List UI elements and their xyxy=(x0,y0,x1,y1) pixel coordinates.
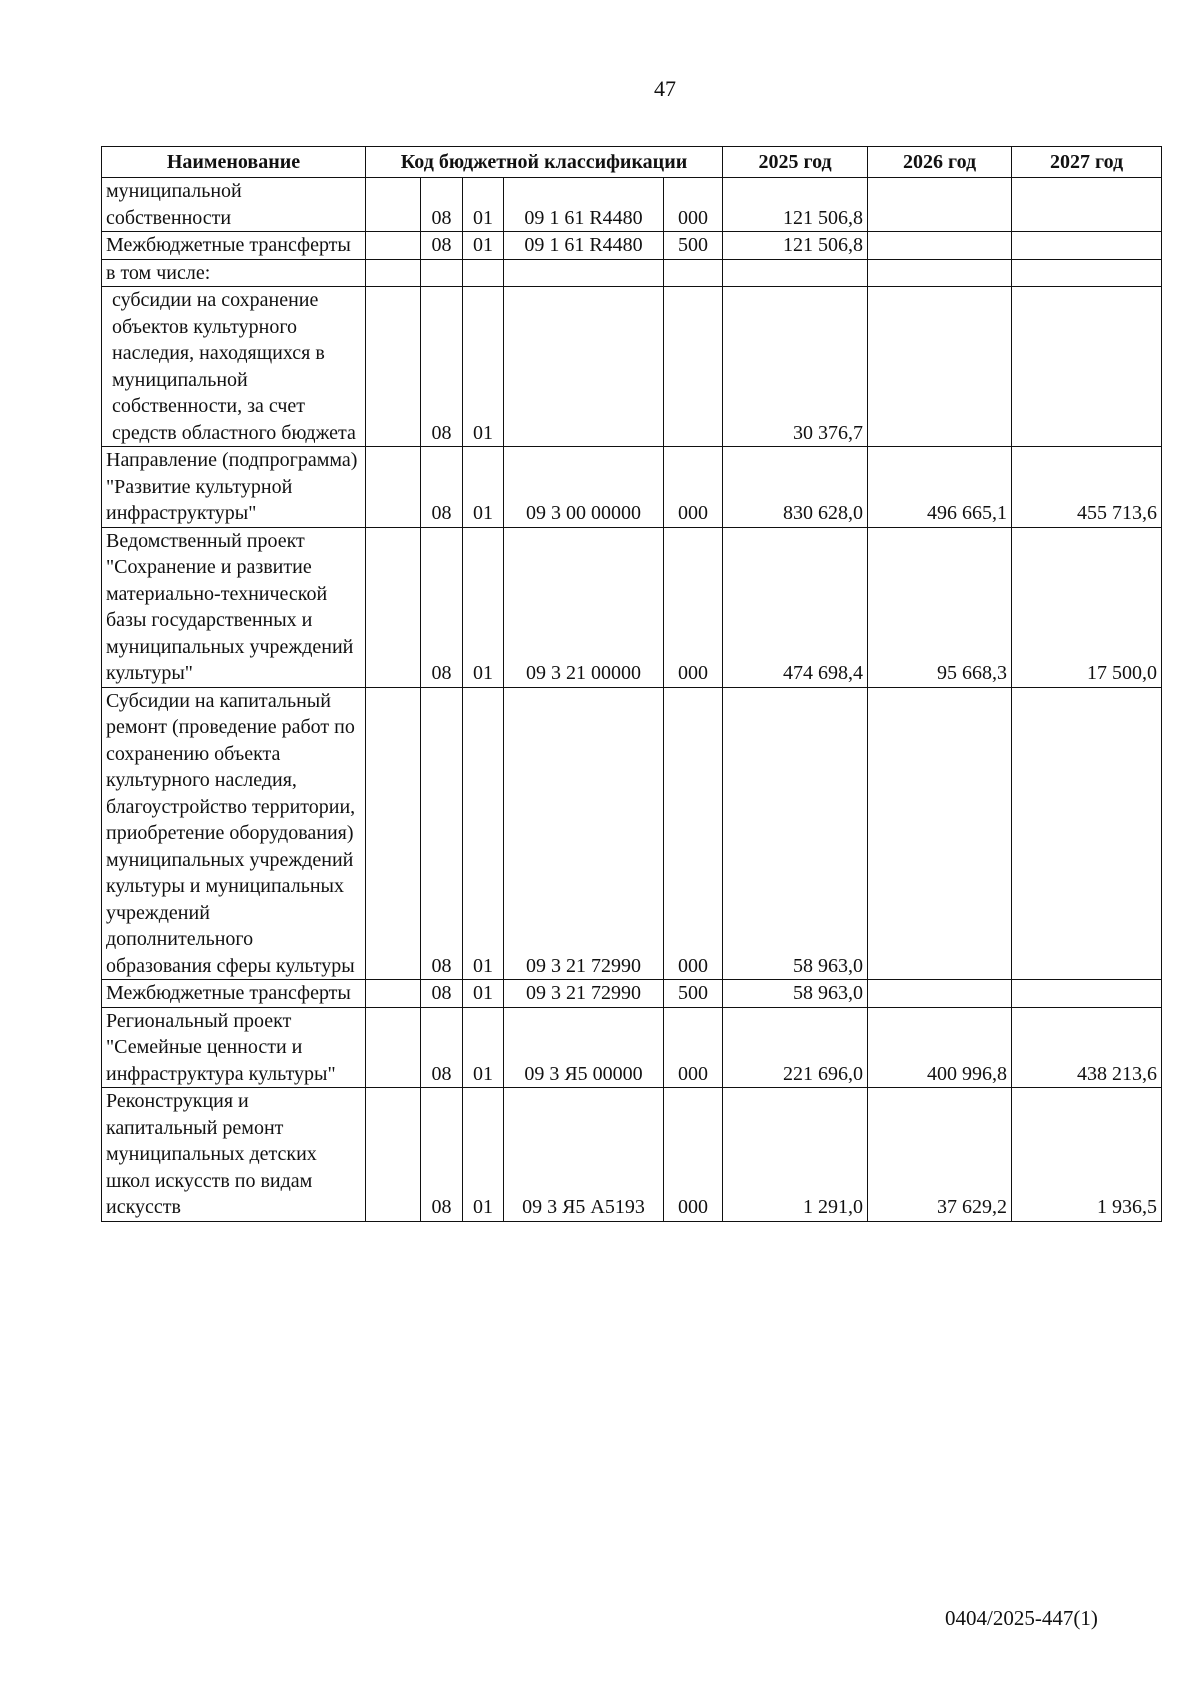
table-row xyxy=(102,1088,1162,1222)
row-value-2026 xyxy=(868,178,1012,232)
row-value-2025 xyxy=(723,259,868,287)
row-value-2027: 17 500,0 xyxy=(1012,527,1162,687)
table-row xyxy=(102,687,1162,980)
row-code-subsection: 01 xyxy=(463,178,504,232)
row-value-2026 xyxy=(868,287,1012,447)
row-code-expense-type: 000 xyxy=(664,178,723,232)
row-value-2025: 830 628,0 xyxy=(723,447,868,528)
row-code-subsection: 01 xyxy=(463,1007,504,1088)
row-code-section: 08 xyxy=(421,1007,463,1088)
row-value-2027 xyxy=(1012,687,1162,980)
row-code-section: 08 xyxy=(421,1088,463,1222)
header-2027: 2027 год xyxy=(1012,147,1162,178)
row-value-2025: 121 506,8 xyxy=(723,232,868,260)
row-value-2027 xyxy=(1012,287,1162,447)
row-code-section: 08 xyxy=(421,687,463,980)
row-code-blank xyxy=(366,178,421,232)
row-code-section: 08 xyxy=(421,980,463,1008)
row-code-target: 09 3 00 00000 xyxy=(504,447,664,528)
row-code-blank xyxy=(366,1088,421,1222)
row-name: Направление (подпрограмма) "Развитие культурной инфраструктуры" xyxy=(102,447,366,528)
row-name: субсидии на сохранение объектов культурного наследия, находящихся в муниципальной собственности, за счет средств областного бюджета xyxy=(102,287,366,447)
row-value-2025: 58 963,0 xyxy=(723,687,868,980)
table-row xyxy=(102,980,1162,1008)
row-code-blank xyxy=(366,259,421,287)
row-code-target xyxy=(504,287,664,447)
row-value-2026 xyxy=(868,232,1012,260)
row-value-2027 xyxy=(1012,259,1162,287)
header-name: Наименование xyxy=(102,147,366,178)
table-row xyxy=(102,232,1162,260)
row-code-subsection: 01 xyxy=(463,447,504,528)
row-value-2027 xyxy=(1012,232,1162,260)
header-2025: 2025 год xyxy=(723,147,868,178)
row-value-2026: 496 665,1 xyxy=(868,447,1012,528)
row-value-2026 xyxy=(868,980,1012,1008)
row-name: Региональный проект "Семейные ценности и инфраструктура культуры" xyxy=(102,1007,366,1088)
row-code-target: 09 3 21 72990 xyxy=(504,980,664,1008)
row-code-expense-type: 000 xyxy=(664,447,723,528)
row-code-target xyxy=(504,259,664,287)
row-name: Межбюджетные трансферты xyxy=(102,980,366,1008)
row-value-2026: 37 629,2 xyxy=(868,1088,1012,1222)
row-code-subsection: 01 xyxy=(463,1088,504,1222)
row-code-expense-type: 000 xyxy=(664,1088,723,1222)
row-value-2025: 474 698,4 xyxy=(723,527,868,687)
table-row xyxy=(102,1007,1162,1088)
row-code-section: 08 xyxy=(421,447,463,528)
row-code-expense-type: 000 xyxy=(664,1007,723,1088)
row-code-blank xyxy=(366,527,421,687)
row-value-2026 xyxy=(868,259,1012,287)
row-code-target: 09 1 61 R4480 xyxy=(504,232,664,260)
table-row xyxy=(102,527,1162,687)
row-code-blank xyxy=(366,232,421,260)
row-code-section: 08 xyxy=(421,527,463,687)
row-code-blank xyxy=(366,287,421,447)
row-code-expense-type: 000 xyxy=(664,687,723,980)
header-code: Код бюджетной классификации xyxy=(366,147,723,178)
row-code-target: 09 3 Я5 А5193 xyxy=(504,1088,664,1222)
row-code-blank xyxy=(366,447,421,528)
row-code-subsection xyxy=(463,259,504,287)
row-code-section: 08 xyxy=(421,232,463,260)
row-value-2025: 121 506,8 xyxy=(723,178,868,232)
row-value-2025: 58 963,0 xyxy=(723,980,868,1008)
row-value-2027: 438 213,6 xyxy=(1012,1007,1162,1088)
row-code-blank xyxy=(366,980,421,1008)
row-code-subsection: 01 xyxy=(463,527,504,687)
row-value-2025: 221 696,0 xyxy=(723,1007,868,1088)
row-value-2027 xyxy=(1012,178,1162,232)
table-row xyxy=(102,287,1162,447)
row-value-2025: 1 291,0 xyxy=(723,1088,868,1222)
row-value-2027: 1 936,5 xyxy=(1012,1088,1162,1222)
table-row xyxy=(102,259,1162,287)
document-id: 0404/2025-447(1) xyxy=(945,1606,1098,1630)
row-code-section: 08 xyxy=(421,287,463,447)
row-code-target: 09 1 61 R4480 xyxy=(504,178,664,232)
row-value-2027: 455 713,6 xyxy=(1012,447,1162,528)
header-row xyxy=(102,147,1162,178)
row-code-target: 09 3 Я5 00000 xyxy=(504,1007,664,1088)
table-row xyxy=(102,178,1162,232)
row-code-expense-type xyxy=(664,287,723,447)
row-value-2025: 30 376,7 xyxy=(723,287,868,447)
row-code-target: 09 3 21 00000 xyxy=(504,527,664,687)
row-code-blank xyxy=(366,687,421,980)
page-number: 47 xyxy=(654,76,676,101)
row-name: муниципальной собственности xyxy=(102,178,366,232)
row-value-2026: 400 996,8 xyxy=(868,1007,1012,1088)
table-row xyxy=(102,447,1162,528)
row-value-2026 xyxy=(868,687,1012,980)
row-code-subsection: 01 xyxy=(463,287,504,447)
row-code-section: 08 xyxy=(421,178,463,232)
row-code-blank xyxy=(366,1007,421,1088)
row-name: Реконструкция и капитальный ремонт муниципальных детских школ искусств по видам искусств xyxy=(102,1088,366,1222)
header-2026: 2026 год xyxy=(868,147,1012,178)
row-value-2026: 95 668,3 xyxy=(868,527,1012,687)
row-name: в том числе: xyxy=(102,259,366,287)
row-name: Межбюджетные трансферты xyxy=(102,232,366,260)
row-code-expense-type xyxy=(664,259,723,287)
row-code-expense-type: 500 xyxy=(664,980,723,1008)
row-value-2027 xyxy=(1012,980,1162,1008)
budget-table xyxy=(101,146,1162,1222)
row-name: Ведомственный проект "Сохранение и развитие материально-технической базы государственных и муниципальных учреждений культуры" xyxy=(102,527,366,687)
row-name: Субсидии на капитальный ремонт (проведение работ по сохранению объекта культурного наследия, благоустройство территории, приобретение оборудования) муниципальных учреждений культуры и муниципальных учреждений дополнительного образования сферы культуры xyxy=(102,687,366,980)
row-code-expense-type: 500 xyxy=(664,232,723,260)
row-code-target: 09 3 21 72990 xyxy=(504,687,664,980)
row-code-subsection: 01 xyxy=(463,687,504,980)
row-code-subsection: 01 xyxy=(463,980,504,1008)
row-code-expense-type: 000 xyxy=(664,527,723,687)
row-code-subsection: 01 xyxy=(463,232,504,260)
row-code-section xyxy=(421,259,463,287)
